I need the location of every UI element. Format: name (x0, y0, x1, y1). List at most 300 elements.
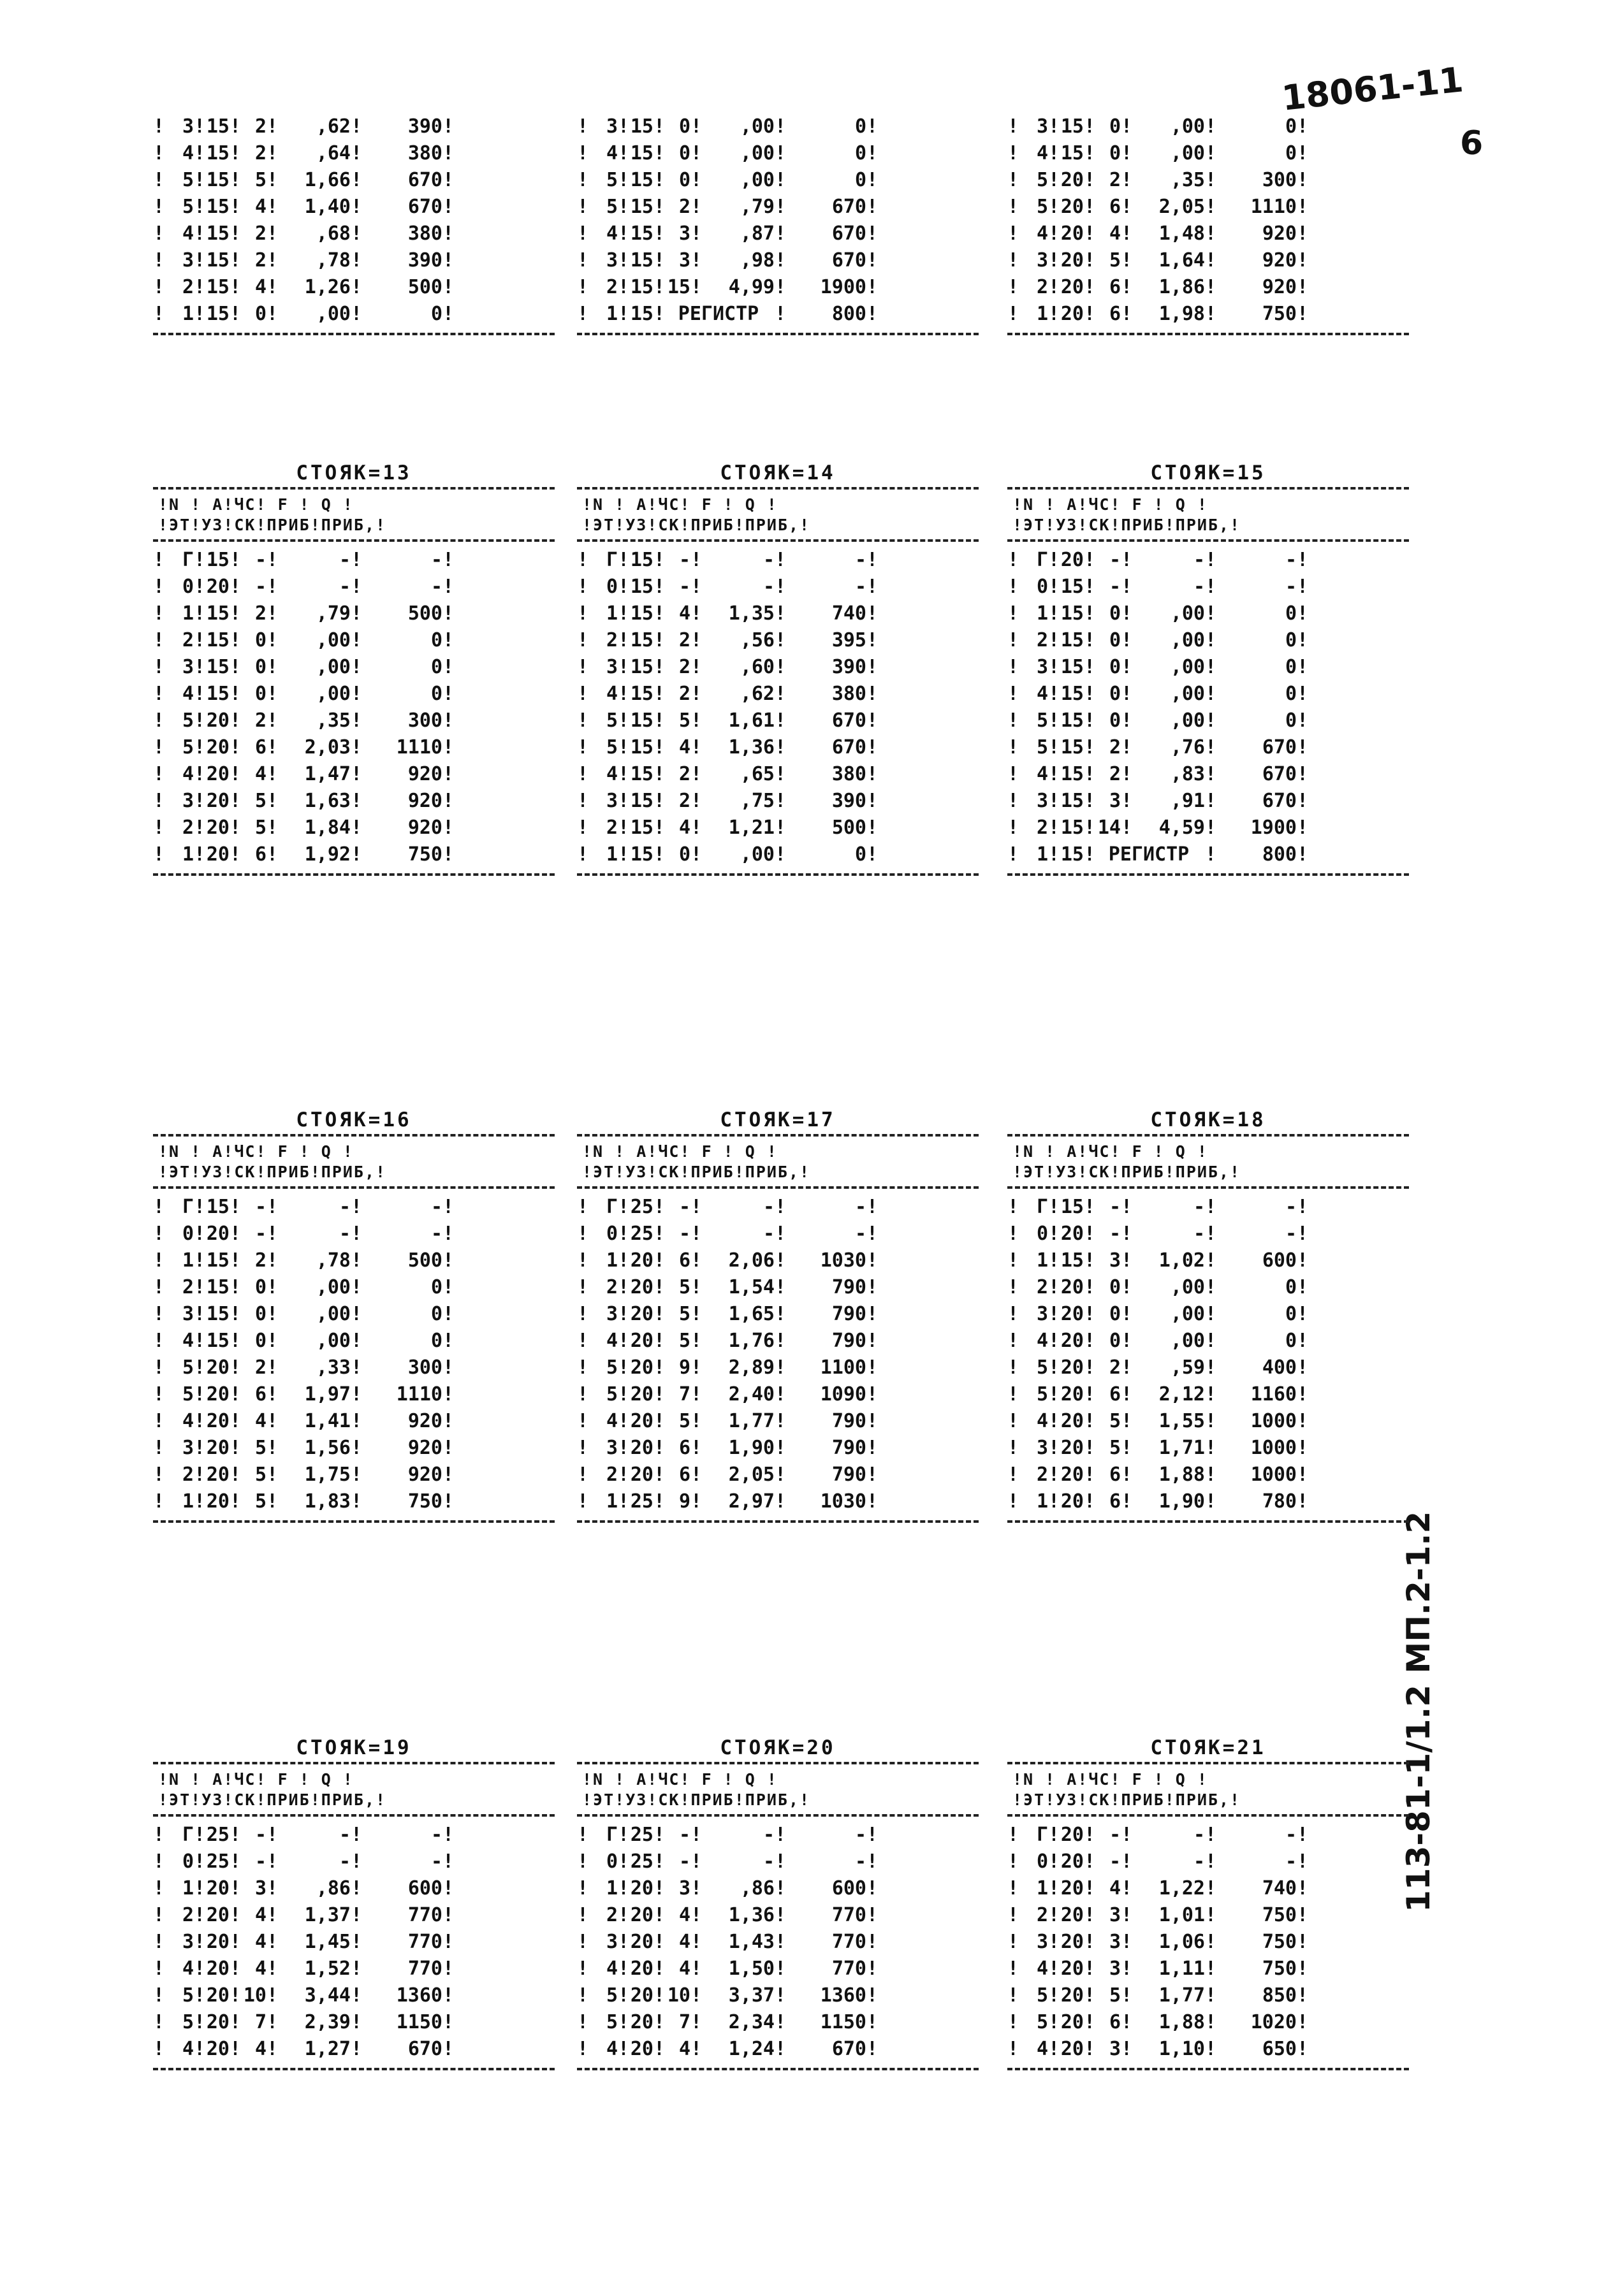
cell-f-value: 1,63 (304, 790, 351, 812)
cell-separator: ! (866, 683, 879, 705)
cell-separator: ! (442, 1303, 455, 1325)
cell-separator: ! (442, 1196, 455, 1218)
cell-floor: 3 (606, 656, 618, 678)
cell-node: 20 (206, 763, 230, 785)
cell-separator: ! (1121, 196, 1133, 218)
cell-floor: 4 (606, 222, 618, 245)
cell-sections: 0 (1109, 1330, 1121, 1352)
cell-separator: ! (866, 249, 879, 272)
cell-separator: ! (653, 115, 666, 138)
table-row (153, 194, 555, 221)
cell-sections: 4 (678, 1958, 690, 1980)
cell-q-value: 500 (407, 1249, 442, 1272)
cell-floor: 0 (606, 1850, 618, 1873)
cell-node: 20 (630, 1931, 653, 1953)
cell-separator: ! (1048, 1437, 1060, 1459)
cell-separator: ! (618, 142, 630, 164)
cell-q-value: 920 (1262, 222, 1297, 245)
cell-node: 20 (630, 1464, 653, 1486)
table-row (153, 1355, 555, 1381)
cell-separator: ! (194, 709, 206, 732)
cell-node: 20 (206, 843, 230, 866)
cell-q-value: 0 (1285, 1276, 1297, 1298)
cell-separator: ! (1084, 1824, 1096, 1846)
cell-separator: ! (690, 1223, 703, 1245)
cell-separator: ! (775, 1330, 787, 1352)
cell-separator: ! (653, 249, 666, 272)
cell-floor: 5 (1036, 1356, 1048, 1379)
cell-floor: 3 (182, 1437, 194, 1459)
cell-separator: ! (1297, 576, 1309, 598)
cell-separator: ! (775, 817, 787, 839)
cell-separator: ! (194, 1877, 206, 1900)
rows (1007, 1189, 1409, 1515)
cell-q-value: 770 (831, 1931, 866, 1953)
cell-separator: ! (690, 222, 703, 245)
cell-floor: 1 (182, 1490, 194, 1513)
cell-separator: ! (230, 1223, 242, 1245)
cell-node: 20 (206, 736, 230, 759)
cell-sections: 0 (678, 169, 690, 191)
cell-f-value: ,35 (1170, 169, 1205, 191)
cell-separator: ! (1205, 736, 1217, 759)
cell-separator: ! (266, 303, 279, 325)
cell-floor: 5 (606, 1356, 618, 1379)
cell-sections: 4 (254, 763, 266, 785)
cell-sections: 2 (678, 790, 690, 812)
block-title: СТОЯК=15 (1150, 461, 1266, 484)
cell-floor: 4 (1036, 1958, 1048, 1980)
block-title: СТОЯК=17 (720, 1108, 836, 1131)
cell-separator: ! (153, 1437, 165, 1459)
divider (1007, 333, 1409, 335)
cell-separator: ! (1297, 1877, 1309, 1900)
cell-separator: ! (1297, 1490, 1309, 1513)
cell-separator: ! (442, 736, 455, 759)
cell-f-value: 3,44 (304, 1984, 351, 2007)
cell-node: 15 (630, 196, 653, 218)
table-row (153, 788, 555, 815)
cell-separator: ! (266, 656, 279, 678)
cell-separator: ! (577, 683, 589, 705)
cell-separator: ! (1084, 1437, 1096, 1459)
cell-sections: 3 (678, 249, 690, 272)
cell-q-value: 0 (1285, 1330, 1297, 1352)
cell-node: 20 (1060, 2011, 1084, 2033)
cell-separator: ! (577, 843, 589, 866)
cell-separator: ! (1121, 709, 1133, 732)
cell-floor: 2 (182, 817, 194, 839)
cell-separator: ! (775, 1904, 787, 1926)
cell-floor: 2 (606, 629, 618, 651)
cell-floor: Г (1036, 549, 1048, 571)
cell-separator: ! (1205, 2011, 1217, 2033)
cell-f-value: 2,40 (728, 1383, 775, 1406)
cell-separator: ! (690, 115, 703, 138)
table-row (1007, 274, 1409, 301)
table-row (153, 1929, 555, 1956)
table-row (577, 708, 979, 734)
cell-separator: ! (775, 1437, 787, 1459)
cell-separator: ! (775, 276, 787, 298)
cell-separator: ! (230, 1437, 242, 1459)
cell-f-value: 2,12 (1158, 1383, 1205, 1406)
cell-separator: ! (577, 1356, 589, 1379)
cell-node: 20 (1060, 1824, 1084, 1846)
cell-separator: ! (618, 1437, 630, 1459)
cell-separator: ! (866, 222, 879, 245)
cell-f-value: 1,27 (304, 2038, 351, 2060)
cell-sections: 14 (1097, 817, 1121, 839)
cell-separator: ! (351, 683, 363, 705)
table-row (153, 815, 555, 841)
cell-sections: 4 (254, 1958, 266, 1980)
cell-separator: ! (866, 142, 879, 164)
cell-separator: ! (690, 602, 703, 625)
cell-node: 20 (1060, 276, 1084, 298)
cell-sections: - (678, 576, 690, 598)
cell-separator: ! (690, 683, 703, 705)
cell-f-value: ,86 (316, 1877, 351, 1900)
cell-q-value: 1110 (1250, 196, 1297, 218)
table-row (1007, 1488, 1409, 1515)
cell-floor: 0 (1036, 576, 1048, 598)
cell-node: 15 (206, 1196, 230, 1218)
table-block (577, 1106, 979, 1523)
cell-floor: 3 (182, 1303, 194, 1325)
cell-separator: ! (266, 629, 279, 651)
cell-separator: ! (618, 1931, 630, 1953)
cell-q-value: - (430, 1824, 442, 1846)
cell-floor: 5 (182, 196, 194, 218)
cell-separator: ! (153, 1958, 165, 1980)
cell-q-value: 790 (831, 1303, 866, 1325)
cell-separator: ! (1084, 763, 1096, 785)
cell-separator: ! (442, 1410, 455, 1432)
cell-separator: ! (653, 1904, 666, 1926)
cell-sections: 5 (254, 1490, 266, 1513)
cell-floor: 0 (1036, 1223, 1048, 1245)
table-row (1007, 1982, 1409, 2009)
rows (1007, 1817, 1409, 2063)
cell-separator: ! (153, 142, 165, 164)
cell-node: 20 (206, 709, 230, 732)
cell-f-value: 1,64 (1158, 249, 1205, 272)
table-row (577, 815, 979, 841)
cell-sections: 4 (254, 196, 266, 218)
cell-separator: ! (1205, 709, 1217, 732)
cell-q-value: - (430, 1196, 442, 1218)
cell-separator: ! (775, 115, 787, 138)
cell-separator: ! (653, 1196, 666, 1218)
cell-separator: ! (618, 1824, 630, 1846)
cell-separator: ! (153, 222, 165, 245)
cell-separator: ! (442, 709, 455, 732)
cell-separator: ! (866, 1877, 879, 1900)
column-header: !N ! А!ЧС! F ! Q ! !ЭТ!УЗ!СК!ПРИБ!ПРИБ,! (158, 1142, 387, 1181)
cell-separator: ! (1205, 276, 1217, 298)
cell-node: 15 (206, 656, 230, 678)
cell-q-value: 1150 (396, 2011, 442, 2033)
cell-separator: ! (442, 142, 455, 164)
cell-separator: ! (351, 1303, 363, 1325)
cell-separator: ! (230, 709, 242, 732)
cell-separator: ! (442, 1958, 455, 1980)
cell-separator: ! (1048, 736, 1060, 759)
cell-separator: ! (775, 196, 787, 218)
cell-q-value: 670 (1262, 790, 1297, 812)
cell-node: 15 (630, 709, 653, 732)
cell-node: 20 (1060, 1464, 1084, 1486)
table-row (1007, 1875, 1409, 1902)
cell-f-value: ,00 (316, 1276, 351, 1298)
cell-floor: 2 (1036, 629, 1048, 651)
cell-floor: 5 (182, 736, 194, 759)
cell-separator: ! (618, 1958, 630, 1980)
cell-separator: ! (866, 1356, 879, 1379)
cell-separator: ! (1121, 656, 1133, 678)
cell-q-value: 0 (1285, 1303, 1297, 1325)
cell-separator: ! (230, 249, 242, 272)
cell-floor: 5 (1036, 2011, 1048, 2033)
cell-separator: ! (442, 1931, 455, 1953)
block-title: СТОЯК=16 (296, 1108, 412, 1131)
cell-floor: 1 (606, 843, 618, 866)
cell-separator: ! (1007, 303, 1019, 325)
cell-sections: - (254, 1196, 266, 1218)
cell-separator: ! (442, 222, 455, 245)
cell-separator: ! (577, 276, 589, 298)
cell-q-value: 750 (1262, 1958, 1297, 1980)
cell-separator: ! (1007, 1303, 1019, 1325)
cell-separator: ! (653, 1464, 666, 1486)
cell-separator: ! (153, 1383, 165, 1406)
cell-q-value: 1090 (820, 1383, 866, 1406)
cell-separator: ! (266, 602, 279, 625)
cell-q-value: 1110 (396, 736, 442, 759)
cell-separator: ! (153, 2011, 165, 2033)
cell-floor: 3 (182, 656, 194, 678)
cell-separator: ! (1121, 1356, 1133, 1379)
cell-separator: ! (1007, 196, 1019, 218)
cell-q-value: 500 (407, 602, 442, 625)
cell-separator: ! (1205, 790, 1217, 812)
cell-floor: 4 (1036, 1410, 1048, 1432)
cell-separator: ! (577, 1904, 589, 1926)
cell-separator: ! (1048, 1223, 1060, 1245)
table-row (153, 1956, 555, 1982)
cell-q-value: 380 (831, 683, 866, 705)
cell-separator: ! (690, 1824, 703, 1846)
cell-separator: ! (194, 763, 206, 785)
cell-separator: ! (690, 1850, 703, 1873)
cell-separator: ! (1121, 602, 1133, 625)
cell-separator: ! (618, 602, 630, 625)
cell-floor: 3 (606, 1437, 618, 1459)
cell-separator: ! (230, 222, 242, 245)
cell-node: 15 (630, 763, 653, 785)
cell-separator: ! (1007, 1356, 1019, 1379)
cell-separator: ! (653, 683, 666, 705)
cell-f-value: ,00 (316, 1303, 351, 1325)
cell-separator: ! (653, 1249, 666, 1272)
cell-separator: ! (866, 602, 879, 625)
cell-f-value: - (763, 1850, 775, 1873)
cell-separator: ! (653, 1958, 666, 1980)
cell-separator: ! (1007, 629, 1019, 651)
table-row (577, 627, 979, 654)
cell-separator: ! (1084, 2011, 1096, 2033)
cell-separator: ! (577, 1196, 589, 1218)
cell-q-value: - (430, 1850, 442, 1873)
table-row (577, 1462, 979, 1488)
cell-f-value: 2,05 (1158, 196, 1205, 218)
cell-node: 20 (1060, 1276, 1084, 1298)
cell-separator: ! (775, 2038, 787, 2060)
cell-node: 15 (630, 549, 653, 571)
cell-separator: ! (1297, 1931, 1309, 1953)
table-row (577, 113, 979, 140)
cell-separator: ! (230, 576, 242, 598)
cell-f-value: ,00 (740, 169, 775, 191)
cell-f-value: 1,36 (728, 1904, 775, 1926)
cell-separator: ! (775, 249, 787, 272)
cell-f-value: ,79 (316, 602, 351, 625)
cell-q-value: 670 (1262, 763, 1297, 785)
cell-separator: ! (153, 736, 165, 759)
cell-floor: 2 (606, 817, 618, 839)
cell-separator: ! (266, 1410, 279, 1432)
cell-f-value: ,00 (1170, 142, 1205, 164)
cell-node: 20 (206, 790, 230, 812)
cell-separator: ! (775, 1824, 787, 1846)
cell-node: 20 (1060, 1877, 1084, 1900)
cell-separator: ! (442, 169, 455, 191)
cell-node: 20 (206, 1437, 230, 1459)
cell-floor: 5 (1036, 196, 1048, 218)
table-row (577, 600, 979, 627)
column-header: !N ! А!ЧС! F ! Q ! !ЭТ!УЗ!СК!ПРИБ!ПРИБ,! (158, 495, 387, 534)
cell-separator: ! (577, 1984, 589, 2007)
cell-separator: ! (1084, 1984, 1096, 2007)
cell-separator: ! (230, 142, 242, 164)
cell-separator: ! (1297, 1223, 1309, 1245)
cell-sections: 0 (254, 1303, 266, 1325)
cell-separator: ! (775, 549, 787, 571)
cell-separator: ! (653, 222, 666, 245)
cell-sections: 4 (678, 736, 690, 759)
cell-separator: ! (1084, 222, 1096, 245)
cell-f-value: 1,47 (304, 763, 351, 785)
table-row (1007, 1822, 1409, 1849)
cell-separator: ! (653, 1437, 666, 1459)
cell-f-value: 1,24 (728, 2038, 775, 2060)
cell-sections: 3 (1109, 790, 1121, 812)
cell-separator: ! (1007, 2038, 1019, 2060)
cell-floor: 3 (1036, 656, 1048, 678)
cell-sections: 6 (678, 1249, 690, 1272)
cell-separator: ! (577, 2038, 589, 2060)
cell-node: 15 (630, 683, 653, 705)
table-row (1007, 761, 1409, 788)
cell-floor: 1 (1036, 303, 1048, 325)
table-row (1007, 788, 1409, 815)
table-row (153, 734, 555, 761)
divider (1007, 873, 1409, 876)
table-row (1007, 815, 1409, 841)
cell-floor: 5 (606, 709, 618, 732)
cell-sections: 0 (254, 683, 266, 705)
divider (153, 333, 555, 335)
cell-separator: ! (1084, 115, 1096, 138)
cell-separator: ! (1048, 142, 1060, 164)
cell-separator: ! (194, 843, 206, 866)
cell-separator: ! (653, 169, 666, 191)
cell-node: 20 (206, 817, 230, 839)
table-row (1007, 1849, 1409, 1875)
cell-separator: ! (775, 1877, 787, 1900)
block-title: СТОЯК=14 (720, 461, 836, 484)
cell-separator: ! (866, 1223, 879, 1245)
table-row (1007, 1301, 1409, 1328)
cell-sections: 3 (678, 222, 690, 245)
cell-q-value: 770 (831, 1904, 866, 1926)
cell-separator: ! (1084, 1410, 1096, 1432)
rows (577, 542, 979, 868)
cell-separator: ! (351, 196, 363, 218)
cell-separator: ! (1205, 222, 1217, 245)
cell-separator: ! (866, 763, 879, 785)
table-row (153, 600, 555, 627)
cell-separator: ! (266, 1249, 279, 1272)
cell-separator: ! (653, 1303, 666, 1325)
cell-separator: ! (653, 1330, 666, 1352)
divider (1007, 2068, 1409, 2070)
cell-node: 15 (206, 115, 230, 138)
cell-separator: ! (153, 1824, 165, 1846)
cell-separator: ! (866, 2011, 879, 2033)
cell-separator: ! (1205, 1904, 1217, 1926)
cell-separator: ! (1297, 249, 1309, 272)
cell-separator: ! (1297, 1276, 1309, 1298)
cell-floor: 5 (182, 169, 194, 191)
cell-separator: ! (618, 549, 630, 571)
cell-separator: ! (577, 1249, 589, 1272)
cell-q-value: - (854, 1850, 866, 1873)
cell-f-value: 2,34 (728, 2011, 775, 2033)
cell-node: 20 (1060, 222, 1084, 245)
cell-separator: ! (690, 2011, 703, 2033)
rows (153, 1817, 555, 2063)
table-row (153, 841, 555, 868)
cell-separator: ! (1297, 1984, 1309, 2007)
cell-separator: ! (618, 249, 630, 272)
cell-sections: 5 (678, 1330, 690, 1352)
cell-separator: ! (1205, 196, 1217, 218)
cell-floor: 4 (182, 1410, 194, 1432)
cell-separator: ! (1297, 629, 1309, 651)
cell-separator: ! (1084, 1464, 1096, 1486)
cell-separator: ! (618, 1356, 630, 1379)
cell-sections: 0 (1109, 1303, 1121, 1325)
cell-separator: ! (1048, 1356, 1060, 1379)
cell-q-value: 0 (1285, 115, 1297, 138)
cell-separator: ! (577, 1437, 589, 1459)
cell-f-value: 1,88 (1158, 2011, 1205, 2033)
cell-separator: ! (442, 790, 455, 812)
cell-node: 25 (630, 1196, 653, 1218)
cell-q-value: 670 (831, 2038, 866, 2060)
